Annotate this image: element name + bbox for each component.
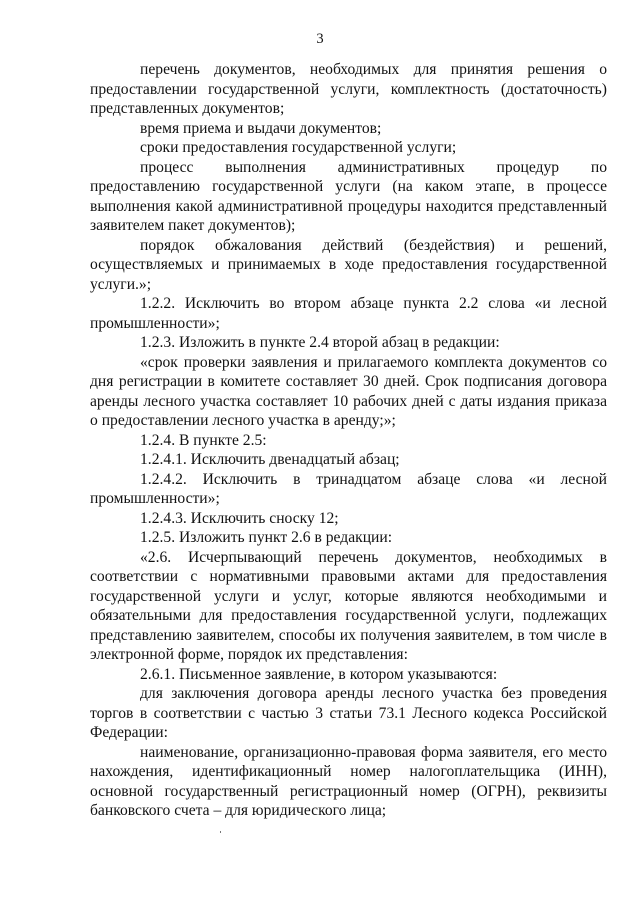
- paragraph: 1.2.4.1. Исключить двенадцатый абзац;: [140, 451, 400, 468]
- paragraph: сроки предоставления государственной услуги;: [140, 139, 457, 156]
- page-number: 3: [316, 31, 324, 47]
- paragraph: наименование, организационно-правовая форма заявителя, его место нахождения, идентификационный номер налогоплательщика (ИНН), основной государственный регистрационный номер (ОГРН), реквизиты банковского счета – для юридического лица;: [90, 743, 607, 819]
- paragraph: для заключения договора аренды лесного участка без проведения торгов в соответствии с частью 3 статьи 73.1 Лесного кодекса Российской Федерации:: [90, 685, 607, 741]
- paragraph: порядок обжалования действий (бездействия) и решений, осуществляемых и принимаемых в ходе предоставления государственной услуги.»;: [90, 236, 607, 293]
- paragraph: 1.2.4.2. Исключить в тринадцатом абзаце слова «и лесной промышленности»;: [90, 470, 607, 507]
- paragraph: перечень документов, необходимых для принятия решения о предоставлении государственной услуги, комплектность (достаточность) представленных документов;: [90, 61, 607, 117]
- paragraph: «2.6. Исчерпывающий перечень документов, необходимых в соответствии с нормативными правовыми актами для предоставления государственной услуги и услуг, которые являются необходимыми и обязательными для предоставления государственной услуги, подлежащих представлению заявителем, способы их получения заявителем, в том числе в электронной форме, порядок их представления:: [90, 548, 607, 663]
- paragraph: «срок проверки заявления и прилагаемого комплекта документов со дня регистрации в комитете составляет 30 дней. Срок подписания договора аренды лесного участка составляет 10 рабочих дней с даты издания приказа о предоставлении лесного участка в аренду;»;: [90, 353, 607, 429]
- paragraph: процесс выполнения административных процедур по предоставлению государственной услуги (на каком этапе, в процессе выполнения какой административной процедуры находится представленный заявителем пакет документов);: [90, 158, 607, 234]
- paragraph: 1.2.5. Изложить пункт 2.6 в редакции:: [140, 529, 393, 546]
- paragraph: 1.2.4. В пункте 2.5:: [140, 431, 267, 449]
- paragraph: 1.2.2. Исключить во втором абзаце пункта 2.2 слова «и лесной промышленности»;: [90, 295, 607, 332]
- paragraph: 2.6.1. Письменное заявление, в котором указываются:: [140, 665, 498, 683]
- paragraph: 1.2.3. Изложить в пункте 2.4 второй абзац в редакции:: [140, 334, 500, 351]
- scan-speck: [220, 831, 221, 833]
- paragraph: время приема и выдачи документов;: [140, 119, 382, 137]
- paragraph: 1.2.4.3. Исключить сноску 12;: [140, 509, 339, 527]
- document-body: [90, 60, 607, 821]
